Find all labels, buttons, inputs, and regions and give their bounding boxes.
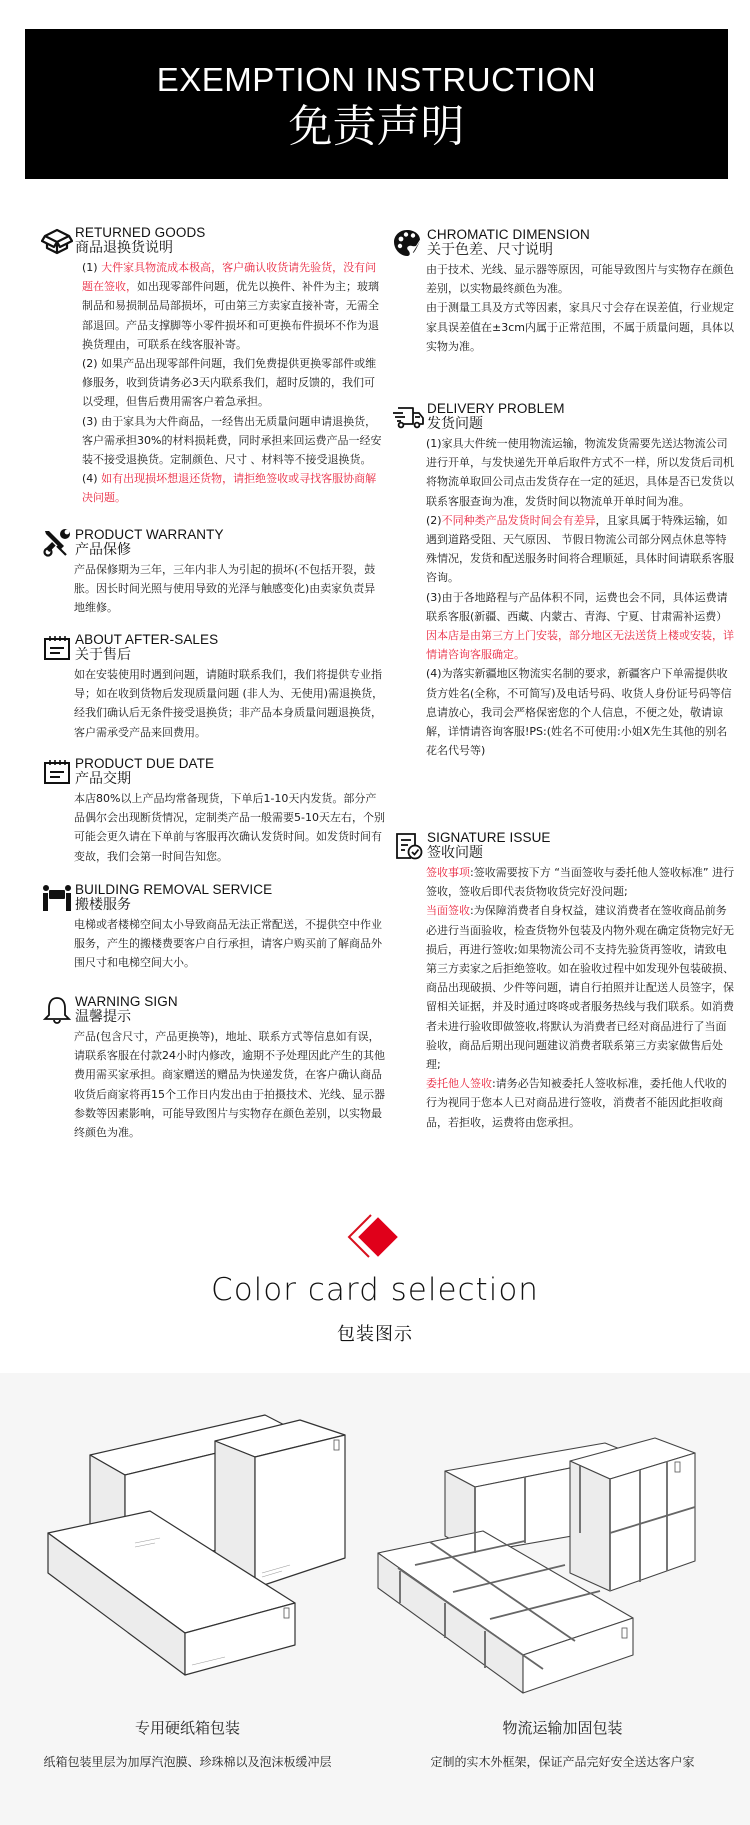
- section-title-zh: 发货问题: [427, 416, 483, 432]
- body-text: :签收需要按下方 “当面签收与委托他人签收标准” 进行签收，签收后即代表货物收货完好没问题;: [426, 866, 735, 899]
- section-title-zh: 产品交期: [75, 771, 131, 787]
- section-title-zh: 产品保修: [75, 542, 131, 558]
- body-text: (2): [426, 513, 442, 527]
- section-header: [40, 633, 385, 665]
- highlighted-text: 当面签收: [426, 904, 470, 918]
- paragraph: [426, 260, 737, 298]
- section-header: [40, 528, 385, 560]
- body-text: (3)由于各地路程与产品体积不同，运费也会不同，具体运费请联系客服(新疆、西藏、内蒙古、青海、宁夏、甘肃需补运费）: [426, 590, 728, 623]
- section-returned-goods: [40, 226, 385, 508]
- section-title-en: PRODUCT DUE DATE: [75, 756, 215, 771]
- wooden-crates-illustration: [375, 1393, 750, 1703]
- section-product-due-date: [40, 757, 385, 866]
- highlighted-text: 签收事项: [426, 866, 470, 879]
- section-about-after-sales: [40, 633, 385, 742]
- paragraph: [426, 1074, 737, 1132]
- header-banner: [25, 29, 728, 179]
- section-title-zh: 关于色差、尺寸说明: [427, 242, 553, 258]
- signature-check-icon: [392, 831, 426, 861]
- section-header: [40, 883, 385, 915]
- section-title-en: ABOUT AFTER-SALES: [75, 632, 219, 647]
- section-body: [74, 665, 385, 742]
- section-signature-issue: [392, 831, 737, 1132]
- packaging-title: 物流运输加固包装: [502, 1719, 623, 1737]
- paragraph: [74, 412, 385, 470]
- body-text: :为保障消费者自身权益，建议消费者在签收商品前务必进行当面验收，检查货物外包装及内物外观在确定货物完好无损后，再进行签收;如果物流公司不支持先验货再签收，请致电第三方卖家之后拒绝签收。如在验收过程中如发现外包装破损、商品出现破损、少件等问题，请自行拍照并让配送人员签字，保留相关证据，并及时通过咚咚或者服务热线与我们联系。如消费者未进行验收即做签收,将默认为消费者已经对商品进行了当面验收，商品后期出现问题建议消费者联系第三方卖家做售后处理;: [426, 904, 734, 1072]
- paragraph: [74, 1027, 385, 1142]
- diamond-logo-icon: [345, 1213, 405, 1273]
- delivery-truck-icon: [392, 402, 426, 432]
- paragraph: [426, 298, 737, 356]
- body-text: (1): [82, 261, 102, 274]
- body-text: (2) 如果产品出现零部件问题，我们免费提供更换零部件或维修服务，收到货请务必3天内联系我们，超时反馈的，我们可以受理，但售后费用需客户着急承担。: [82, 357, 377, 409]
- section-title-zh: 商品退换货说明: [75, 240, 173, 256]
- body-text: (4): [82, 472, 102, 486]
- open-box-icon: [40, 226, 74, 256]
- section-title-zh: 签收问题: [427, 845, 483, 861]
- paragraph: [74, 258, 385, 354]
- body-text: ，且家具属于特殊运输，如遇到道路受阻、天气原因、 节假日物流公司部分网点休息等特殊情况，发货和配送服务时间将合理顺延，具体时间请联系客服咨询。: [426, 513, 734, 585]
- calendar-icon: [40, 633, 74, 663]
- section-title-zh: 温馨提示: [75, 1009, 131, 1025]
- body-text: 由于测量工具及方式等因素，家具尺寸会存在误差值，行业规定家具误差值在±3cm内属于正常范围，不属于质量问题，具体以实物为准。: [426, 301, 734, 353]
- paragraph: [426, 588, 737, 665]
- section-body: [426, 434, 737, 760]
- body-text: 如在安装使用时遇到问题，请随时联系我们，我们将提供专业指导；如在收到货物后发现质量问题 (非人为、无使用)需退换货，经我们确认后无条件接受退换货；非产品本身质量问题退换货，客户需承受产品来回费用。: [74, 668, 384, 739]
- banner-title-zh: 免责声明: [288, 101, 465, 152]
- paragraph: [426, 863, 737, 901]
- section-warning-sign: [40, 995, 385, 1142]
- calendar-icon: [40, 757, 74, 787]
- section-title-zh: 关于售后: [75, 647, 131, 663]
- section-header: [40, 995, 385, 1027]
- packaging-section: [0, 1373, 750, 1825]
- section-body: [426, 260, 737, 356]
- highlighted-text: 大件家具物流成本极高，客户确认收货请先验货，没有问题在签收，: [82, 261, 377, 294]
- section-title-en: PRODUCT WARRANTY: [75, 527, 224, 542]
- paragraph: [74, 789, 385, 866]
- body-text: :请务必告知被委托人签收标准，委托他人代收的行为视同于您本人已对商品进行签收，消费者不能因此拒收商品，若拒收，运费将由您承担。: [426, 1077, 727, 1129]
- section-title-en: RETURNED GOODS: [75, 225, 206, 240]
- body-text: (1)家具大件统一使用物流运输，物流发货需要先送达物流公司进行开单，与发快递先开单后取件方式不一样，所以发货后司机将物流单取回公司点击发货存在一定的延迟，具体是否已发货以联系客服查询为准，发货时间以物流单开单时间为准。: [426, 437, 734, 508]
- color-card-title: Color card selection: [211, 1272, 539, 1308]
- cardboard-boxes-illustration: [0, 1393, 375, 1703]
- section-title-en: SIGNATURE ISSUE: [427, 830, 551, 845]
- section-title-en: CHROMATIC DIMENSION: [427, 227, 590, 242]
- highlighted-text: 如有出现损坏想退还货物，请拒绝签收或寻找客服协商解决问题。: [82, 472, 377, 505]
- paragraph: [74, 354, 385, 412]
- section-product-warranty: [40, 528, 385, 618]
- section-header: [392, 831, 737, 863]
- section-header: [40, 226, 385, 258]
- paragraph: [426, 434, 737, 511]
- section-header: [392, 228, 737, 260]
- paragraph: [74, 665, 385, 742]
- section-title-en: DELIVERY PROBLEM: [427, 401, 565, 416]
- section-chromatic-dimension: [392, 228, 737, 356]
- paragraph: [74, 915, 385, 973]
- paragraph: [74, 560, 385, 618]
- packaging-description: 纸箱包装里层为加厚汽泡膜、珍珠棉以及泡沫板缓冲层: [43, 1755, 332, 1769]
- section-body: [426, 863, 737, 1132]
- section-body: [74, 1027, 385, 1142]
- packaging-card-cardboard: [0, 1373, 375, 1825]
- body-text: 本店80%以上产品均常备现货，下单后1-10天内发货。部分产品偶尔会出现断货情况，定制类产品一般需要5-10天左右，个别可能会更久请在下单前与客服再次确认发货时间。如发货时间有变故，我们会第一时间告知您。: [74, 792, 385, 863]
- highlighted-text: 委托他人签收: [426, 1077, 492, 1091]
- packaging-description: 定制的实木外框架，保证产品完好安全送达客户家: [430, 1755, 695, 1769]
- section-title-zh: 搬楼服务: [75, 897, 131, 913]
- highlighted-text: 因本店是由第三方上门安装，部分地区无法送货上楼或安装，详情请咨询客服确定。: [426, 629, 734, 662]
- palette-icon: [392, 228, 426, 258]
- body-text: 电梯或者楼梯空间太小导致商品无法正常配送，不提供空中作业服务，产生的搬楼费要客户自行承担，请客户购买前了解商品外围尺寸和电梯空间大小。: [74, 918, 382, 970]
- section-title-en: BUILDING REMOVAL SERVICE: [75, 882, 273, 897]
- section-building-removal-service: [40, 883, 385, 973]
- paragraph: [426, 511, 737, 588]
- body-text: 如出现零部件问题，优先以换件、补件为主；玻璃制品和易损制品局部损坏，可由第三方卖家直接补寄，无需全部退回。产品支撑脚等小零件损坏和可更换布件损坏不作为退换货理由，可联系在线客服补寄。: [82, 280, 379, 351]
- paragraph: [426, 664, 737, 760]
- section-body: [74, 915, 385, 973]
- section-header: [392, 402, 737, 434]
- section-body: [74, 560, 385, 618]
- tools-icon: [40, 528, 74, 558]
- section-title-en: WARNING SIGN: [75, 994, 178, 1009]
- section-delivery-problem: [392, 402, 737, 760]
- packaging-title: 专用硬纸箱包装: [134, 1719, 240, 1737]
- body-text: 由于技术、光线、显示器等原因，可能导致图片与实物存在颜色差别，以实物最终颜色为准。: [426, 263, 734, 296]
- body-text: (3) 由于家具为大件商品，一经售出无质量问题申请退换货，客户需承担30%的材料损耗费，同时承担来回运费产品一经安装不接受退换货。定制颜色、尺寸 、材料等不接受退换货。: [82, 414, 382, 467]
- highlighted-text: 不同种类产品发货时间会有差异: [441, 513, 596, 527]
- paragraph: [74, 469, 385, 507]
- section-header: [40, 757, 385, 789]
- color-card-subtitle: 包装图示: [337, 1324, 413, 1345]
- bell-icon: [40, 995, 74, 1025]
- section-body: [74, 789, 385, 866]
- movers-icon: [40, 883, 74, 913]
- paragraph: [426, 901, 737, 1074]
- body-text: 产品(包含尺寸，产品更换等)，地址、联系方式等信息如有误，请联系客服在付款24小时内修改，逾期不予处理因此产生的其他费用需买家承担。商家赠送的赠品为快递发货，在客户确认商品收货后商家将再15个工作日内发出由于拍摄技术、光线、显示器参数等因素影响，可能导致图片与实物存在颜色差别，以实物最终颜色为准。: [74, 1030, 385, 1140]
- banner-title-en: EXEMPTION INSTRUCTION: [156, 61, 597, 98]
- packaging-card-wooden-crate: [375, 1373, 750, 1825]
- body-text: 产品保修期为三年，三年内非人为引起的损坏(不包括开裂，鼓胀。因长时间光照与使用导致的光泽与触感变化)由卖家负责异地维修。: [74, 563, 376, 615]
- body-text: (4)为落实新疆地区物流实名制的要求，新疆客户下单需提供收货方姓名(全称，不可简写)及电话号码、收货人身份证号码等信息请放心，我司会严格保密您的个人信息，不便之处，敬请谅解，详情请咨询客服!PS:(姓名不可使用:小姐X先生其他的别名花名代号等): [426, 667, 732, 758]
- section-body: [74, 258, 385, 508]
